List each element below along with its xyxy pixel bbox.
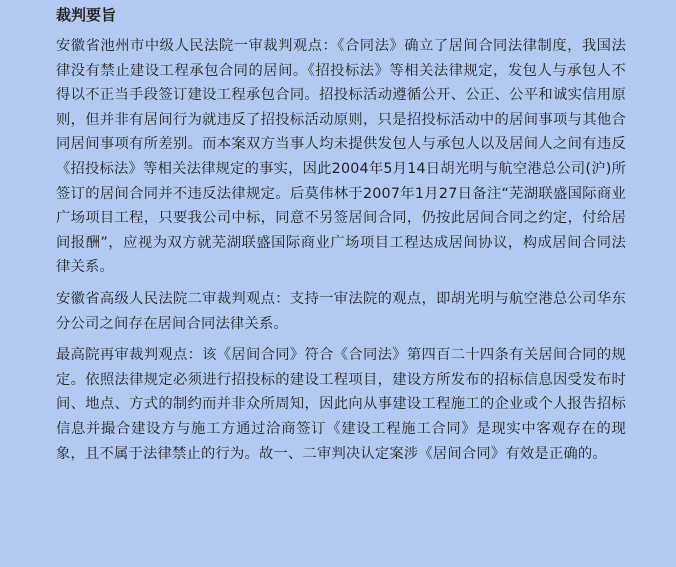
- paragraph-first-instance: 安徽省池州市中级人民法院一审裁判观点：《合同法》确立了居间合同法律制度，我国法律没有禁止建设工程承包合同的居间。《招投标法》等相关法律规定，发包人与承包人不得以不正当手段签订建设工程承包合同。招投标活动遵循公开、公正、公平和诚实信用原则，但并非有居间行为就违反了招投标活动原则，只是招投标活动中的居间事项与其他合同居间事项有所差别。而本案双方当事人均未提供发包人与承包人以及居间人之间有违反《招投标法》等相关法律规定的事实，因此2004年5月14日胡光明与航空港总公司(沪)所签订的居间合同并不违反法律规定。后莫伟林于2007年1月27日备注“芜湖联盛国际商业广场项目工程，只要我公司中标，同意不另签居间合同，仍按此居间合同之约定，付给居间报酬”，应视为双方就芜湖联盛国际商业广场项目工程达成居间协议，构成居间合同法律关系。: [56, 38, 626, 276]
- article: [56, 4, 626, 473]
- paragraph-second-instance: 安徽省高级人民法院二审裁判观点：支持一审法院的观点，即胡光明与航空港总公司华东分公司之间存在居间合同法律关系。: [56, 290, 626, 332]
- paragraph-retrial: 最高院再审裁判观点：该《居间合同》符合《合同法》第四百二十四条有关居间合同的规定。依照法律规定必须进行招投标的建设工程项目，建设方所发布的招标信息因受发布时间、地点、方式的制约而并非众所周知，因此向从事建设工程施工的企业或个人报告招标信息并撮合建设方与施工方通过洽商签订《建设工程施工合同》是现实中客观存在的现象，且不属于法律禁止的行为。故一、二审判决认定案涉《居间合同》有效是正确的。: [56, 347, 626, 462]
- section-heading: 裁判要旨: [56, 6, 117, 24]
